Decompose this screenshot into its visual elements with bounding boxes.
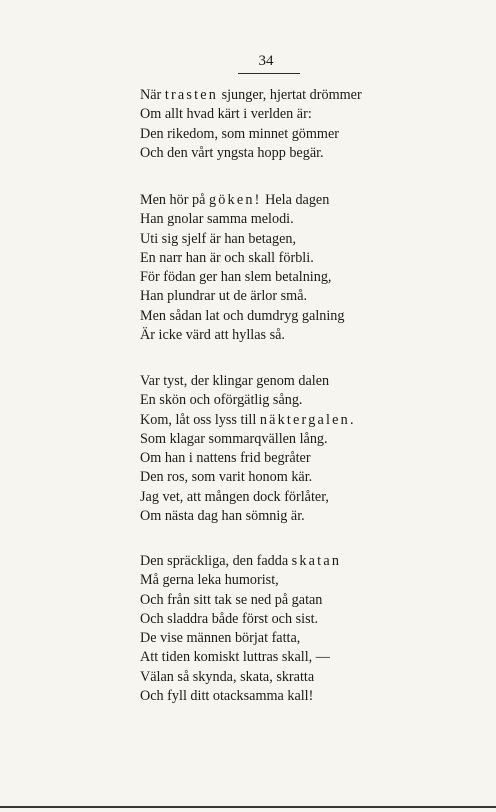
poem-line — [140, 230, 440, 249]
poem-line — [140, 571, 440, 590]
poem-line — [140, 507, 440, 526]
line-text: Välan så skynda, skata, skratta — [140, 668, 315, 685]
poem-line — [140, 86, 440, 105]
poem-line — [140, 105, 440, 124]
page-number-rule — [238, 73, 300, 74]
line-text: Kom, låt oss lyss till — [140, 411, 260, 428]
poem-line — [140, 125, 440, 144]
poem-line — [140, 552, 440, 571]
line-text: Men hör på — [140, 192, 209, 208]
line-text: Den rikedom, som minnet gömmer — [140, 125, 339, 142]
line-text: Uti sig sjelf är han betagen, — [140, 230, 297, 247]
stanza-3 — [140, 372, 440, 526]
line-text: Är icke värd att hyllas så. — [140, 327, 285, 344]
poem-line — [140, 430, 440, 449]
poem-line — [140, 411, 440, 430]
poem-line — [140, 144, 440, 163]
line-text: Om allt hvad kärt i verlden är: — [140, 106, 312, 123]
line-text: Om han i nattens frid begråter — [140, 450, 311, 467]
line-text: En narr han är och skall förbli. — [140, 249, 314, 266]
spaced-emphasis-word: göken! — [208, 192, 262, 208]
line-text: Han plundrar ut de ärlor små. — [140, 288, 308, 305]
poem-line — [140, 668, 440, 687]
poem-line — [140, 488, 440, 507]
page-bottom-edge — [0, 806, 496, 808]
poem-line — [140, 391, 440, 410]
spaced-emphasis-word: trasten — [164, 87, 219, 103]
poem-line — [140, 210, 440, 229]
line-text: Men sådan lat och dumdryg galning — [140, 307, 345, 324]
poem-line — [140, 591, 440, 610]
line-text: Att tiden komiskt luttras skall, — — [140, 649, 330, 666]
line-text: För födan ger han slem betalning, — [140, 269, 332, 286]
line-text: sjunger, hjertat drömmer — [218, 87, 362, 103]
line-text: Jag vet, att mången dock förlåter, — [140, 488, 329, 505]
line-text: Och sladdra både först och sist. — [140, 610, 319, 627]
line-text: Som klagar sommarqvällen lång. — [140, 430, 328, 447]
page-number: 34 — [258, 53, 274, 69]
line-text: Den ros, som varit honom kär. — [140, 469, 313, 486]
line-text: Må gerna leka humorist, — [140, 572, 279, 589]
line-text: En skön och oförgätlig sång. — [140, 392, 303, 409]
poem-line — [140, 648, 440, 667]
line-text: Och den vårt yngsta hopp begär. — [140, 144, 324, 161]
poem-line — [140, 610, 440, 629]
spaced-emphasis-word: skatan — [291, 553, 342, 569]
poem-line — [140, 268, 440, 287]
poem-line — [140, 287, 440, 306]
poem-line — [140, 191, 440, 210]
poem-line — [140, 307, 440, 326]
line-text: När — [140, 87, 165, 103]
line-text: Var tyst, der klingar genom dalen — [140, 373, 330, 389]
line-text: Om nästa dag han sömnig är. — [140, 508, 305, 525]
poem-line — [140, 687, 440, 706]
line-text: Han gnolar samma melodi. — [140, 211, 294, 228]
line-text: Den spräckliga, den fadda — [140, 553, 292, 569]
line-text: Och från sitt tak se ned på gatan — [140, 591, 323, 608]
poem-line — [140, 372, 440, 391]
poem-line — [140, 249, 440, 268]
line-text: Hela dagen — [261, 192, 330, 208]
stanza-4 — [140, 552, 440, 706]
stanza-2 — [140, 191, 440, 345]
line-text: De vise männen börjat fatta, — [140, 630, 301, 647]
poem-line — [140, 468, 440, 487]
spaced-emphasis-word: näktergalen. — [259, 411, 356, 428]
poem-line — [140, 449, 440, 468]
line-text: Och fyll ditt otacksamma kall! — [140, 688, 314, 705]
poem-line — [140, 629, 440, 648]
poem-line — [140, 326, 440, 345]
stanza-1 — [140, 86, 440, 163]
